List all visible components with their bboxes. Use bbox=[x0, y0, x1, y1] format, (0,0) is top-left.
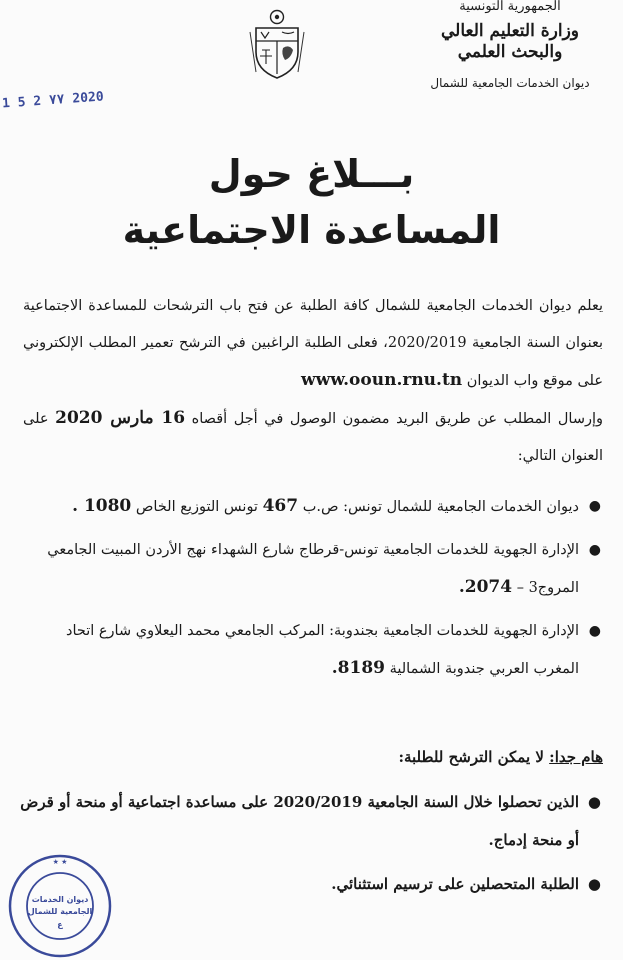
ministry-line1: وزارة التعليم العالي bbox=[440, 21, 580, 41]
postal-code: 1080 . bbox=[72, 496, 132, 516]
deadline-date: 16 مارس 2020 bbox=[55, 408, 186, 428]
official-seal-stamp bbox=[6, 852, 114, 960]
website-link[interactable]: www.ooun.rnu.tn bbox=[300, 370, 463, 390]
paragraph-2 bbox=[23, 400, 603, 475]
address-item bbox=[19, 532, 601, 607]
bullet-icon: ● bbox=[588, 542, 601, 558]
address-text: ديوان الخدمات الجامعية للشمال تونس: ص.ب bbox=[302, 499, 579, 515]
address-text: الإدارة الجهوية للخدمات الجامعية بجندوبة: المركب الجامعي محمد اليعلاوي شارع اتحاد المغرب العربي جندوبة الشمالية bbox=[65, 623, 579, 677]
svg-text:الجامعية للشمال: الجامعية للشمال bbox=[27, 907, 93, 916]
po-box-number: 467 bbox=[262, 496, 299, 516]
important-label: هام جدا: bbox=[549, 748, 603, 766]
svg-text:ديوان الخدمات: ديوان الخدمات bbox=[31, 895, 89, 904]
exclusion-text: الذين تحصلوا خلال السنة الجامعية 2020/2019 على مساعدة اجتماعية أو منحة أو قرض أو منحة إدماج. bbox=[20, 793, 579, 849]
address-item bbox=[19, 613, 601, 688]
republic-label: الجمهورية التونسية bbox=[459, 0, 561, 14]
svg-text:ع: ع bbox=[57, 920, 63, 929]
title-line1: بـــلاغ حول bbox=[208, 152, 415, 196]
address-text: الإدارة الجهوية للخدمات الجامعية تونس-قرطاج شارع الشهداء نهج الأردن المبيت الجامعي المروج3 – bbox=[47, 542, 579, 596]
bullet-icon: ● bbox=[587, 875, 601, 893]
paragraph-1 bbox=[23, 288, 603, 400]
address-rest: تونس التوزيع الخاص bbox=[135, 499, 258, 515]
svg-text:★ ★: ★ ★ bbox=[52, 858, 68, 866]
letterhead bbox=[415, 0, 605, 90]
notice-title bbox=[0, 148, 623, 260]
office-name: ديوان الخدمات الجامعية للشمال bbox=[430, 76, 590, 90]
date-stamp: 2020 ٧٧ 2 5 1 bbox=[1, 89, 105, 112]
postal-code: 8189. bbox=[331, 658, 385, 678]
important-note bbox=[23, 748, 603, 766]
bullet-icon: ● bbox=[588, 623, 601, 639]
paragraph-1-text: يعلم ديوان الخدمات الجامعية للشمال كافة الطلبة عن فتح باب الترشحات للمساعدة الاجتماعية بعنوان السنة الجامعية 2020/2019، فعلى الطلبة الراغبين في الترشح تعمير المطلب الإلكتروني على موقع واب الديوان bbox=[23, 298, 603, 389]
address-list bbox=[19, 488, 603, 694]
exclusion-text: الطلبة المتحصلين على ترسيم استثنائي. bbox=[331, 875, 579, 893]
notice-body bbox=[23, 288, 603, 475]
ministry-line2: والبحث العلمي bbox=[457, 42, 563, 62]
bullet-icon: ● bbox=[587, 793, 601, 811]
coat-of-arms-icon bbox=[248, 8, 306, 80]
bullet-icon: ● bbox=[588, 498, 601, 514]
paragraph-2-end: على العنوان التالي: bbox=[23, 411, 603, 464]
title-line2: المساعدة الاجتماعية bbox=[122, 208, 501, 252]
address-item bbox=[19, 488, 601, 526]
paragraph-2-text: وإرسال المطلب عن طريق البريد مضمون الوصول في أجل أقصاه bbox=[191, 411, 604, 427]
important-text: لا يمكن الترشح للطلبة: bbox=[398, 748, 544, 766]
exclusion-item bbox=[19, 783, 601, 859]
postal-code: 2074. bbox=[458, 577, 513, 597]
